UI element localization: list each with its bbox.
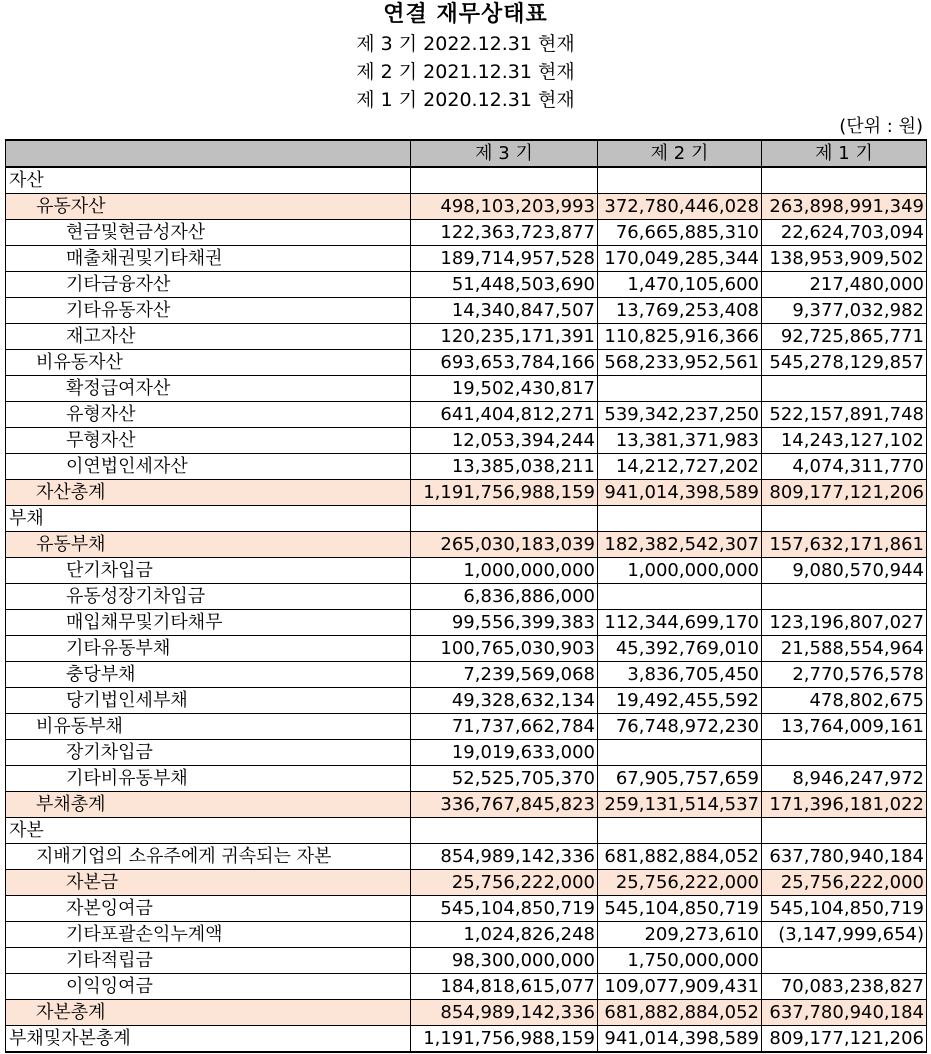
table-header-row [6, 140, 927, 167]
table-row [6, 948, 927, 974]
amount-period-3: 14,340,847,507 [411, 298, 598, 324]
amount-period-1: 809,177,121,206 [762, 1026, 927, 1053]
amount-period-2: 372,780,446,028 [598, 194, 762, 220]
amount-period-3: 52,525,705,370 [411, 766, 598, 792]
table-row [6, 740, 927, 766]
table-row [6, 1000, 927, 1026]
amount-period-3: 1,024,826,248 [411, 922, 598, 948]
amount-period-2: 209,273,610 [598, 922, 762, 948]
table-row [6, 506, 927, 532]
amount-period-1: 123,196,807,027 [762, 610, 927, 636]
account-label: 지배기업의 소유주에게 귀속되는 자본 [6, 844, 411, 870]
amount-period-3: 854,989,142,336 [411, 844, 598, 870]
account-label: 비유동자산 [6, 350, 411, 376]
amount-period-2 [598, 506, 762, 532]
amount-period-3: 71,737,662,784 [411, 714, 598, 740]
account-label: 기타유동부채 [6, 636, 411, 662]
amount-period-3 [411, 167, 598, 194]
table-row [6, 376, 927, 402]
amount-period-3: 498,103,203,993 [411, 194, 598, 220]
amount-period-2: 681,882,884,052 [598, 844, 762, 870]
amount-period-2: 67,905,757,659 [598, 766, 762, 792]
amount-period-2: 941,014,398,589 [598, 480, 762, 506]
table-row [6, 922, 927, 948]
table-row [6, 714, 927, 740]
table-row [6, 974, 927, 1000]
amount-period-1: 522,157,891,748 [762, 402, 927, 428]
table-row [6, 167, 927, 194]
account-label: 매출채권및기타채권 [6, 246, 411, 272]
account-label: 이연법인세자산 [6, 454, 411, 480]
amount-period-1: 14,243,127,102 [762, 428, 927, 454]
amount-period-3: 1,191,756,988,159 [411, 480, 598, 506]
table-row [6, 844, 927, 870]
amount-period-1 [762, 818, 927, 844]
amount-period-2: 110,825,916,366 [598, 324, 762, 350]
amount-period-1: 25,756,222,000 [762, 870, 927, 896]
statement-title: 연결 재무상태표 [383, 2, 548, 27]
account-label: 자산 [6, 167, 411, 194]
table-row [6, 688, 927, 714]
amount-period-2: 13,381,371,983 [598, 428, 762, 454]
table-row [6, 584, 927, 610]
account-label: 무형자산 [6, 428, 411, 454]
table-row [6, 662, 927, 688]
amount-period-2: 76,665,885,310 [598, 220, 762, 246]
amount-period-2: 25,756,222,000 [598, 870, 762, 896]
account-label: 부채및자본총계 [6, 1026, 411, 1053]
account-label: 매입채무및기타채무 [6, 610, 411, 636]
amount-period-1: 171,396,181,022 [762, 792, 927, 818]
amount-period-3: 693,653,784,166 [411, 350, 598, 376]
table-row [6, 818, 927, 844]
unit-label: (단위 : 원) [839, 116, 923, 137]
account-label: 유형자산 [6, 402, 411, 428]
amount-period-1: 9,080,570,944 [762, 558, 927, 584]
account-label: 부채 [6, 506, 411, 532]
table-row [6, 194, 927, 220]
header-period-3: 제 3 기 [411, 140, 598, 167]
amount-period-3: 265,030,183,039 [411, 532, 598, 558]
amount-period-3: 1,191,756,988,159 [411, 1026, 598, 1053]
amount-period-2: 941,014,398,589 [598, 1026, 762, 1053]
amount-period-1: 92,725,865,771 [762, 324, 927, 350]
amount-period-3: 122,363,723,877 [411, 220, 598, 246]
table-row [6, 1026, 927, 1053]
amount-period-3: 1,000,000,000 [411, 558, 598, 584]
amount-period-3: 336,767,845,823 [411, 792, 598, 818]
table-row [6, 298, 927, 324]
account-label: 기타비유동부채 [6, 766, 411, 792]
table-row [6, 610, 927, 636]
header-account [6, 140, 411, 167]
amount-period-2: 539,342,237,250 [598, 402, 762, 428]
account-label: 자본금 [6, 870, 411, 896]
period-line-3: 제 3 기 2022.12.31 현재 [356, 33, 575, 55]
statement-title-block [0, 0, 931, 114]
amount-period-2: 1,000,000,000 [598, 558, 762, 584]
account-label: 유동성장기차입금 [6, 584, 411, 610]
table-row [6, 454, 927, 480]
account-label: 이익잉여금 [6, 974, 411, 1000]
account-label: 자본총계 [6, 1000, 411, 1026]
table-row [6, 870, 927, 896]
amount-period-2: 170,049,285,344 [598, 246, 762, 272]
amount-period-2: 1,470,105,600 [598, 272, 762, 298]
amount-period-3: 19,019,633,000 [411, 740, 598, 766]
table-row [6, 480, 927, 506]
table-row [6, 324, 927, 350]
amount-period-3: 12,053,394,244 [411, 428, 598, 454]
account-label: 자본 [6, 818, 411, 844]
account-label: 비유동부채 [6, 714, 411, 740]
amount-period-2: 109,077,909,431 [598, 974, 762, 1000]
table-row [6, 402, 927, 428]
table-row [6, 558, 927, 584]
amount-period-2: 259,131,514,537 [598, 792, 762, 818]
amount-period-3: 545,104,850,719 [411, 896, 598, 922]
amount-period-2 [598, 376, 762, 402]
amount-period-3: 641,404,812,271 [411, 402, 598, 428]
amount-period-2: 568,233,952,561 [598, 350, 762, 376]
amount-period-3: 189,714,957,528 [411, 246, 598, 272]
account-label: 현금및현금성자산 [6, 220, 411, 246]
amount-period-1: 22,624,703,094 [762, 220, 927, 246]
amount-period-2: 681,882,884,052 [598, 1000, 762, 1026]
amount-period-2: 13,769,253,408 [598, 298, 762, 324]
account-label: 장기차입금 [6, 740, 411, 766]
amount-period-1 [762, 948, 927, 974]
amount-period-2: 112,344,699,170 [598, 610, 762, 636]
amount-period-1 [762, 376, 927, 402]
amount-period-1 [762, 584, 927, 610]
account-label: 확정급여자산 [6, 376, 411, 402]
amount-period-3: 19,502,430,817 [411, 376, 598, 402]
amount-period-1: 263,898,991,349 [762, 194, 927, 220]
account-label: 기타적립금 [6, 948, 411, 974]
account-label: 재고자산 [6, 324, 411, 350]
amount-period-1: 478,802,675 [762, 688, 927, 714]
amount-period-3 [411, 818, 598, 844]
amount-period-2: 45,392,769,010 [598, 636, 762, 662]
amount-period-1 [762, 740, 927, 766]
account-label: 기타포괄손익누계액 [6, 922, 411, 948]
amount-period-1: 545,278,129,857 [762, 350, 927, 376]
amount-period-2: 1,750,000,000 [598, 948, 762, 974]
amount-period-2: 14,212,727,202 [598, 454, 762, 480]
amount-period-2: 3,836,705,450 [598, 662, 762, 688]
table-row [6, 792, 927, 818]
amount-period-1: (3,147,999,654) [762, 922, 927, 948]
amount-period-1: 217,480,000 [762, 272, 927, 298]
table-row [6, 220, 927, 246]
table-row [6, 428, 927, 454]
amount-period-1: 70,083,238,827 [762, 974, 927, 1000]
account-label: 유동부채 [6, 532, 411, 558]
amount-period-1: 637,780,940,184 [762, 844, 927, 870]
table-row [6, 636, 927, 662]
amount-period-2 [598, 818, 762, 844]
amount-period-3: 98,300,000,000 [411, 948, 598, 974]
account-label: 부채총계 [6, 792, 411, 818]
balance-sheet-table [5, 139, 927, 1053]
table-row [6, 766, 927, 792]
amount-period-1 [762, 506, 927, 532]
amount-period-3: 6,836,886,000 [411, 584, 598, 610]
amount-period-3: 184,818,615,077 [411, 974, 598, 1000]
period-line-2: 제 2 기 2021.12.31 현재 [356, 61, 575, 83]
header-period-1: 제 1 기 [762, 140, 927, 167]
amount-period-1: 8,946,247,972 [762, 766, 927, 792]
amount-period-1: 4,074,311,770 [762, 454, 927, 480]
amount-period-3 [411, 506, 598, 532]
amount-period-3: 49,328,632,134 [411, 688, 598, 714]
amount-period-3: 13,385,038,211 [411, 454, 598, 480]
account-label: 충당부채 [6, 662, 411, 688]
table-row [6, 350, 927, 376]
amount-period-2: 76,748,972,230 [598, 714, 762, 740]
table-body [6, 167, 927, 1052]
amount-period-3: 51,448,503,690 [411, 272, 598, 298]
amount-period-1: 9,377,032,982 [762, 298, 927, 324]
table-row [6, 272, 927, 298]
amount-period-3: 854,989,142,336 [411, 1000, 598, 1026]
amount-period-3: 25,756,222,000 [411, 870, 598, 896]
amount-period-1: 138,953,909,502 [762, 246, 927, 272]
account-label: 유동자산 [6, 194, 411, 220]
amount-period-1 [762, 167, 927, 194]
amount-period-3: 100,765,030,903 [411, 636, 598, 662]
table-row [6, 246, 927, 272]
header-period-2: 제 2 기 [598, 140, 762, 167]
amount-period-1: 637,780,940,184 [762, 1000, 927, 1026]
amount-period-2: 182,382,542,307 [598, 532, 762, 558]
amount-period-2 [598, 167, 762, 194]
amount-period-2 [598, 740, 762, 766]
period-line-1: 제 1 기 2020.12.31 현재 [356, 89, 575, 111]
amount-period-1: 545,104,850,719 [762, 896, 927, 922]
amount-period-2: 19,492,455,592 [598, 688, 762, 714]
amount-period-1: 21,588,554,964 [762, 636, 927, 662]
amount-period-1: 809,177,121,206 [762, 480, 927, 506]
amount-period-2: 545,104,850,719 [598, 896, 762, 922]
amount-period-3: 120,235,171,391 [411, 324, 598, 350]
amount-period-1: 157,632,171,861 [762, 532, 927, 558]
amount-period-3: 7,239,569,068 [411, 662, 598, 688]
amount-period-1: 13,764,009,161 [762, 714, 927, 740]
account-label: 당기법인세부채 [6, 688, 411, 714]
amount-period-1: 2,770,576,578 [762, 662, 927, 688]
account-label: 자본잉여금 [6, 896, 411, 922]
amount-period-3: 99,556,399,383 [411, 610, 598, 636]
account-label: 단기차입금 [6, 558, 411, 584]
amount-period-2 [598, 584, 762, 610]
table-row [6, 896, 927, 922]
account-label: 기타금융자산 [6, 272, 411, 298]
account-label: 자산총계 [6, 480, 411, 506]
account-label: 기타유동자산 [6, 298, 411, 324]
table-row [6, 532, 927, 558]
